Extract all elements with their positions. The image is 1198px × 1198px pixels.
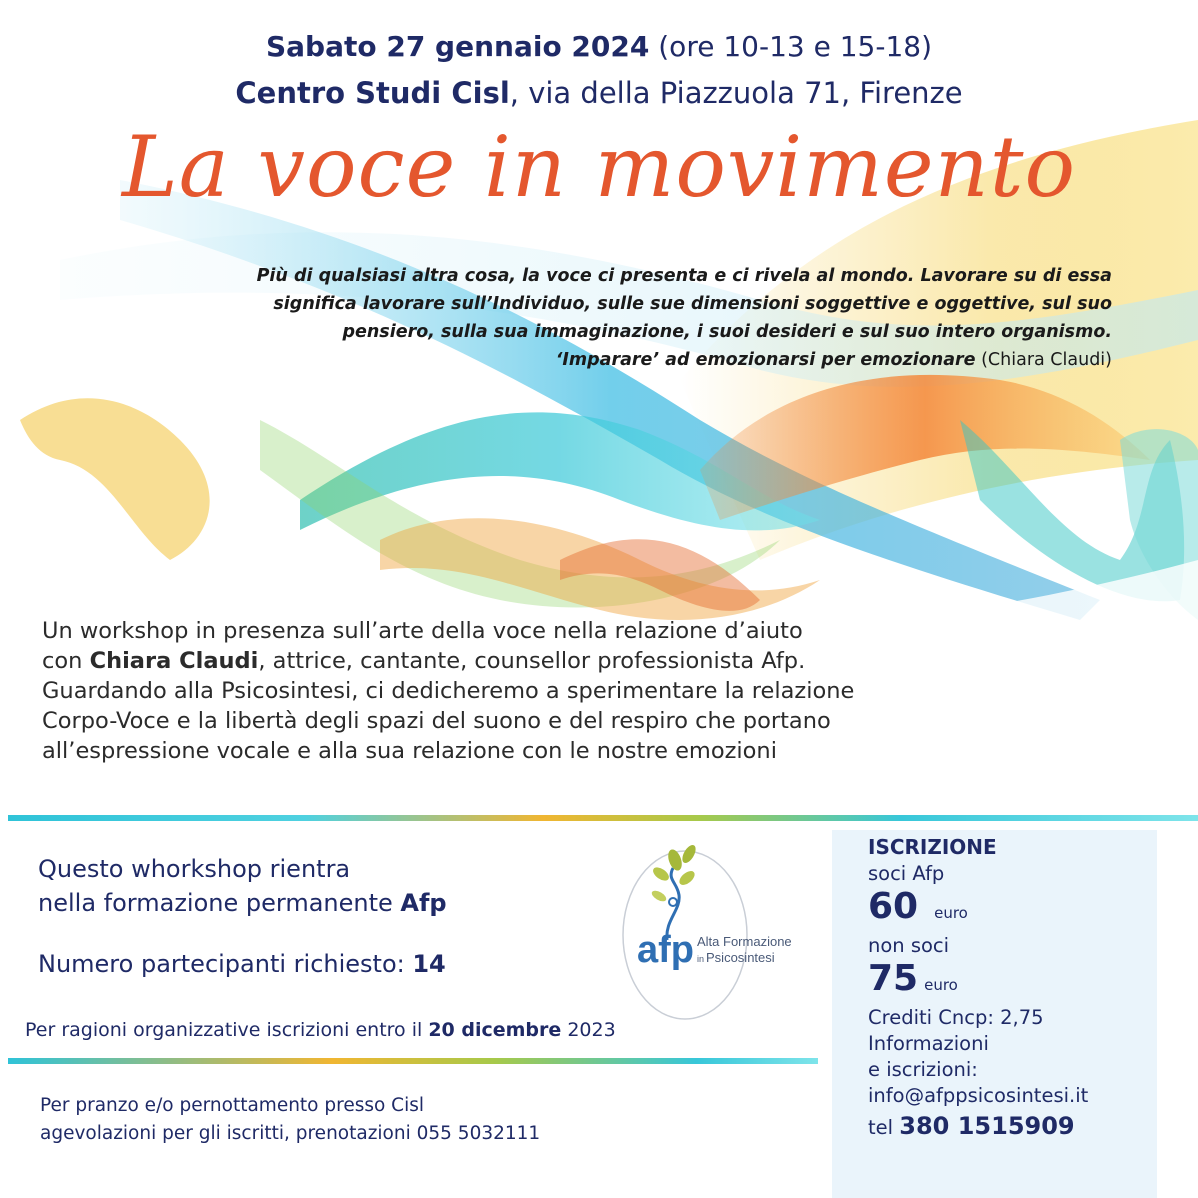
quote-line: Più di qualsiasi altra cosa, la voce ci presenta e ci rivela al mondo. Lavorare su di essa [256,266,1112,286]
logo-text-line1: Alta Formazione [697,934,792,949]
leaf-icon [680,843,699,865]
divider-bottom [8,1058,818,1064]
deadline-date: 20 dicembre [428,1019,562,1041]
leaf-icon [677,868,697,887]
logo-mark: afp [637,929,694,971]
event-date [0,30,1198,63]
info-line: Informazioni [868,1032,989,1055]
nonmembers-price: 75 [868,958,919,999]
training-info [38,852,447,920]
deadline-text: Per ragioni organizzative iscrizioni entro il [25,1019,429,1041]
participants-info [38,950,446,978]
phone-label: tel [868,1116,900,1139]
members-price-unit: euro [934,904,968,922]
leaf-icon [651,865,671,884]
quote-line: significa lavorare sull’Individuo, sulle sue dimensioni soggettive e oggettive, sul suo [273,294,1112,314]
event-title: La voce in movimento [121,118,1077,216]
intro-quote [112,262,1112,374]
description-text: con [42,648,90,674]
description-line: all’espressione vocale e alla sua relazione con le nostre emozioni [42,738,777,764]
deadline-year: 2023 [561,1019,616,1041]
training-line [38,886,447,920]
contact-email[interactable]: info@afppsicosintesi.it [868,1084,1089,1107]
members-price-row [868,887,1088,933]
afp-logo [615,840,815,1020]
training-org: Afp [400,889,447,917]
nonmembers-price-row [868,959,1088,1005]
members-label: soci Afp [868,862,945,885]
description-text: , attrice, cantante, counsellor professionista Afp. [258,648,806,674]
description-line: Guardando alla Psicosintesi, ci dedicheremo a sperimentare la relazione [42,678,855,704]
divider-top [8,815,1198,821]
lodging-line: Per pranzo e/o pernottamento presso Cisl [40,1095,425,1116]
contact-phone[interactable]: 380 1515909 [899,1112,1075,1140]
quote-emphasis: ‘Imparare’ ad emozionarsi per emozionare [555,350,976,370]
registration-title: ISCRIZIONE [868,835,997,859]
contact-phone-row [868,1113,1088,1141]
participants-value: 14 [412,950,446,978]
nonmembers-label: non soci [868,934,950,957]
training-line: Questo whorkshop rientra [38,855,351,883]
quote-line [112,346,1112,374]
description-line: Un workshop in presenza sull’arte della voce nella relazione d’aiuto [42,618,803,644]
logo-text-in: in [697,954,705,964]
quote-author: (Chiara Claudi) [975,350,1112,370]
registration-details [868,833,1088,1141]
participants-label: Numero partecipanti richiesto: [38,950,413,978]
logo-text-line2 [697,950,775,965]
instructor-name: Chiara Claudi [89,648,259,674]
workshop-description [42,616,1122,766]
credits-info: Crediti Cncp: 2,75 [868,1006,1044,1029]
lodging-info [40,1092,540,1148]
info-line: e iscrizioni: [868,1058,978,1081]
leaf-icon [650,889,668,904]
quote-line: pensiero, sulla sua immaginazione, i suoi desideri e sul suo intero organismo. [342,322,1112,342]
registration-deadline [25,1019,616,1041]
lodging-line: agevolazioni per gli iscritti, prenotazioni 055 5032111 [40,1123,541,1144]
event-time-text: (ore 10-13 e 15-18) [649,30,933,63]
members-price: 60 [868,886,919,927]
training-text: nella formazione permanente [38,889,401,917]
nonmembers-price-unit: euro [924,976,958,994]
event-date-text: Sabato 27 gennaio 2024 [265,30,650,63]
event-address: , via della Piazzuola 71, Firenze [509,76,963,110]
logo-text-psico: Psicosintesi [706,950,775,965]
description-line [42,646,1122,676]
event-venue [0,76,1198,110]
event-venue-name: Centro Studi Cisl [235,76,510,110]
description-line: Corpo-Voce e la libertà degli spazi del suono e del respiro che portano [42,708,831,734]
